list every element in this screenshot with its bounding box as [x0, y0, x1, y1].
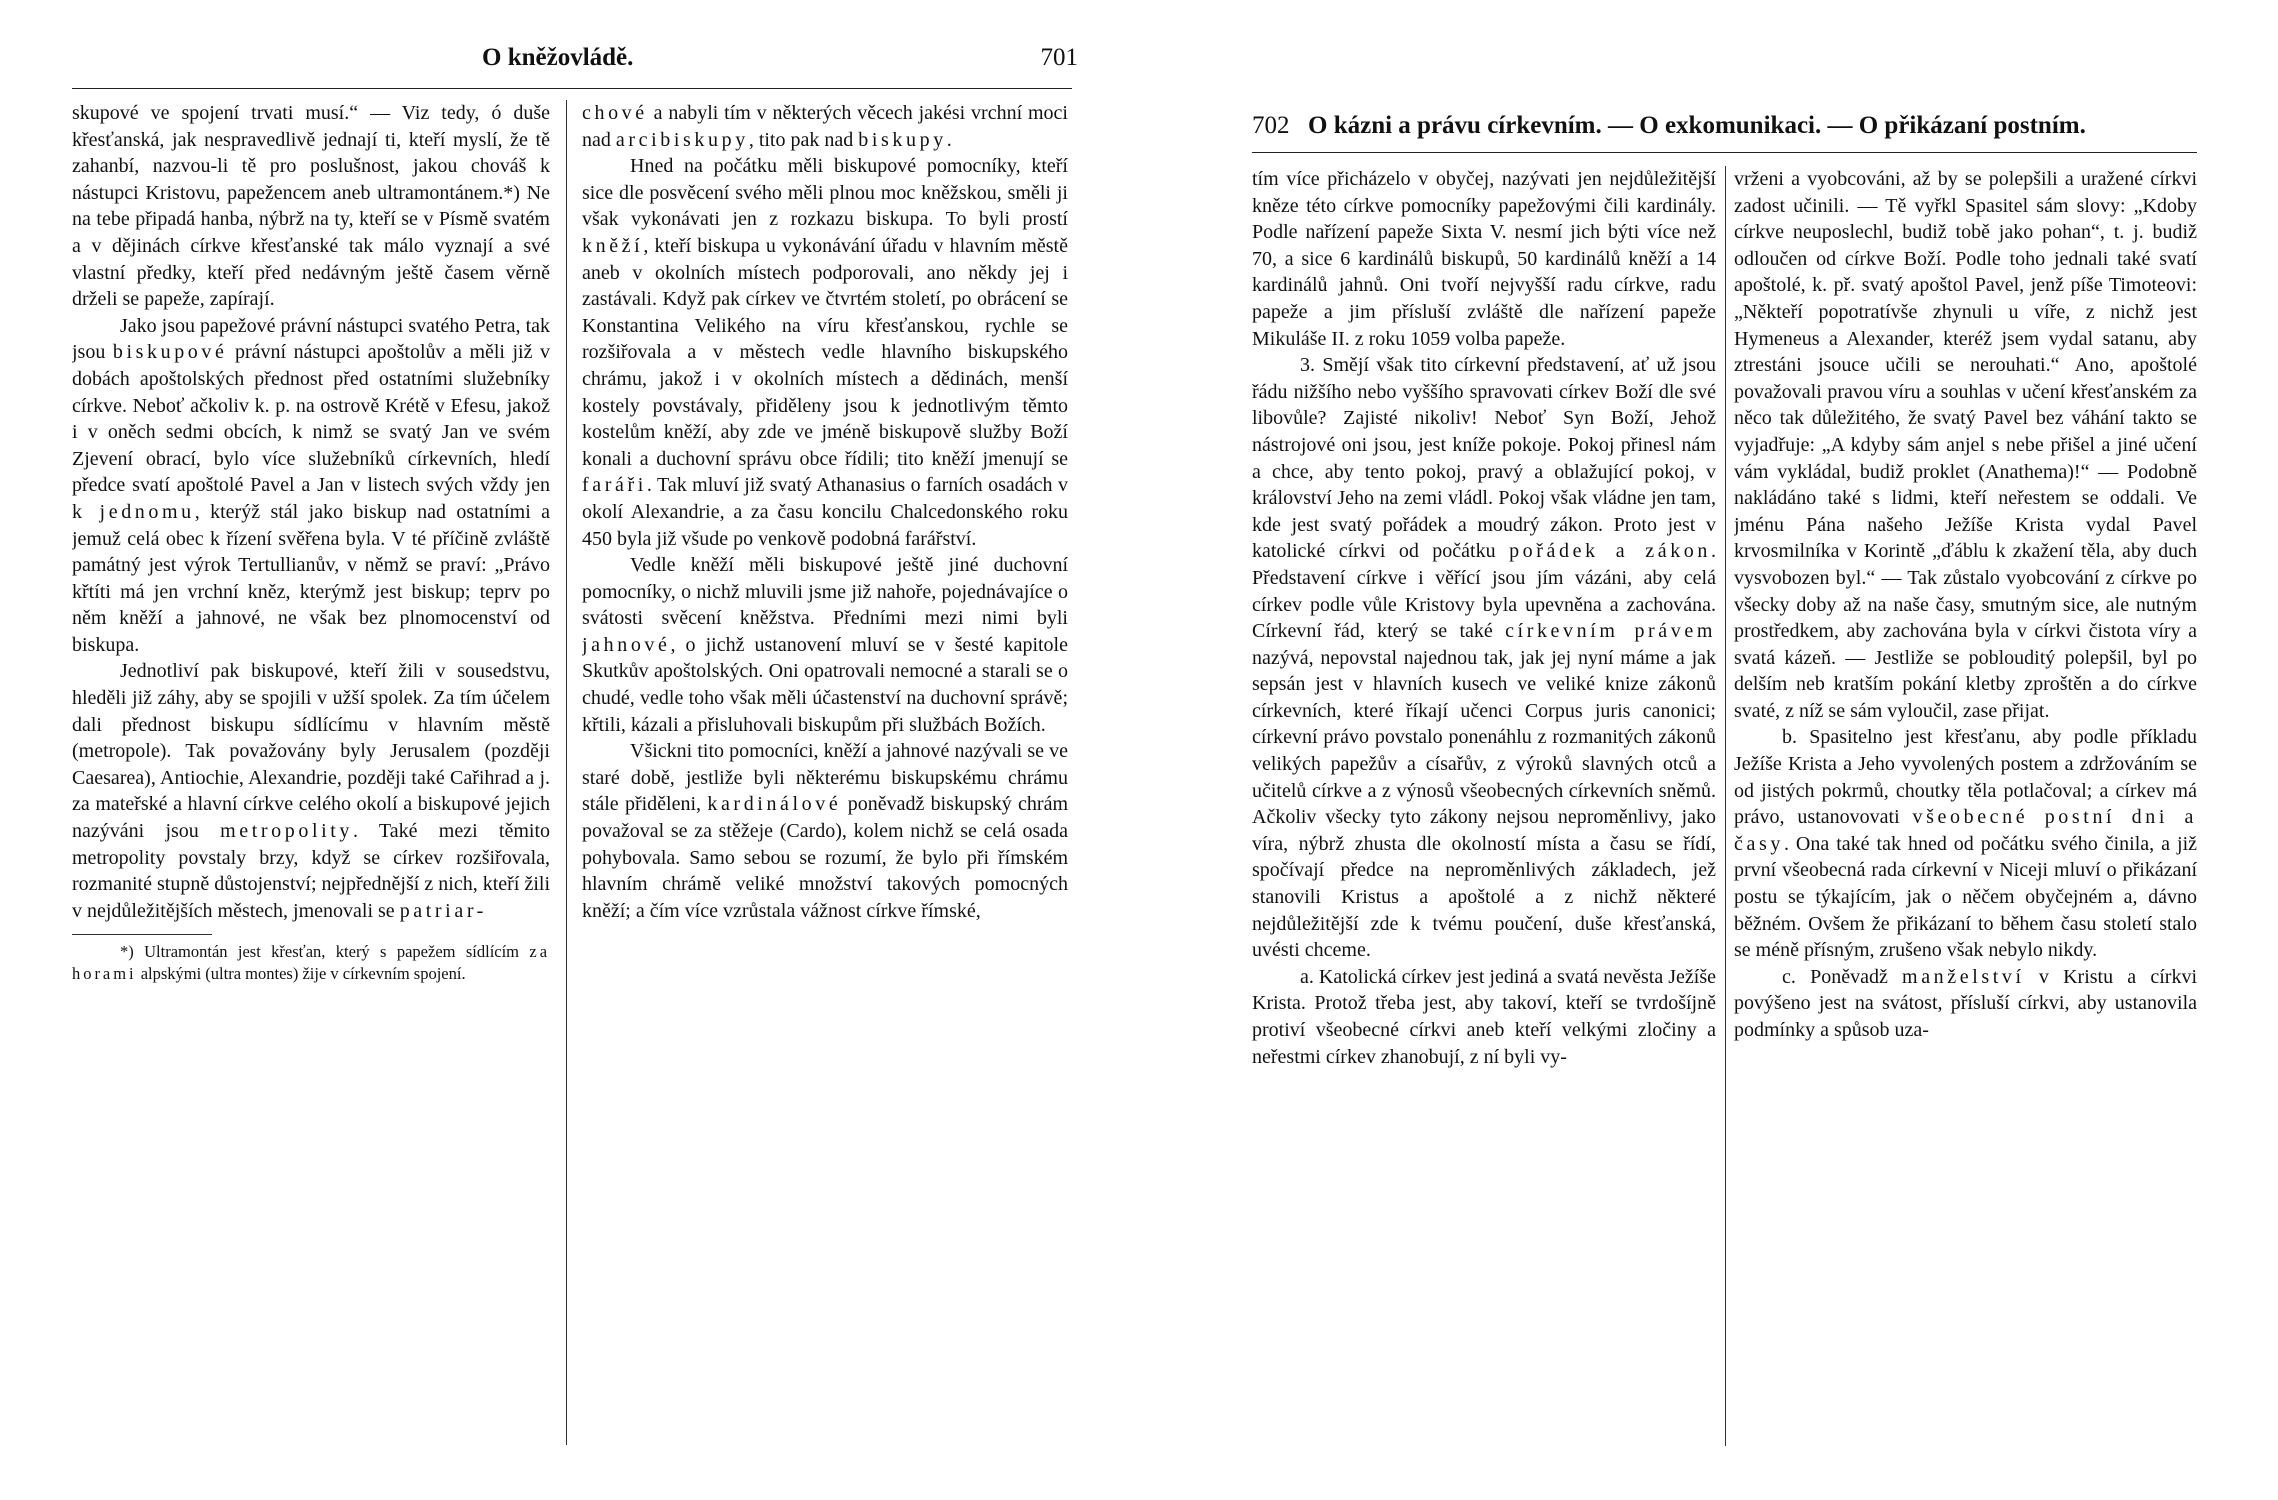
left-column-divider [566, 100, 567, 1445]
spaced-term: kardinálové [707, 793, 842, 816]
left-page [72, 0, 1078, 1500]
right-column-1 [1252, 166, 1716, 1446]
right-page [1252, 0, 2197, 1500]
spaced-term: biskupy [858, 128, 947, 151]
left-column-1 [72, 100, 550, 1430]
paragraph: Hned na počátku měli biskupové pomocníky, kteří sice dle posvěcení svého měli plnou moc kněžskou, směli ji však vykonávati jen z rozkazu biskupa. To byli prostí kněží, kteří biskupa u vykonávání úřadu v hlavním městě aneb v okolních místech podporovali, ano někdy jej i zastávali. Když pak církev ve čtvrtém století, po obrácení se Konstantina Velikého na víru křesťanskou, rychle se rozšiřovala a v městech vedle hlavního biskupského chrámu, jakož i v okolních místech a dědinách, menší kostely povstávaly, přiděleny jsou k jednotlivým těmto kostelům kněží, aby zde ve jméně biskupově služby Boží konali a duchovní správu obce řídili; tito kněží jmenují se faráři. Tak mluví již svatý Athanasius o farních osadách v okolí Alexandrie, a za času koncilu Chalcedonského roku 450 byla již všude po venkově podobná farářství. [582, 155, 1068, 550]
left-page-title: O kněžovládě. [482, 44, 634, 71]
footnote-rule [72, 934, 212, 935]
paragraph: Jednotliví pak biskupové, kteří žili v sousedstvu, hleděli již záhy, aby se spojili v užší spolek. Za tím účelem dali přednost biskupu sídlícímu v hlavním městě (metropole). Tak považovány byly Jerusalem (později Caesarea), Antiochie, Alexandrie, později také Cařihrad a j. za mateřské a hlavní církve celého okolí a biskupové jejich nazýváni jsou metropolity. Také mezi těmito metropolity povstaly brzy, když se církev rozšiřovala, rozmanité stupně důstojenství; nejpřednější z nich, kteří žili v nejdůležitějších městech, jmenovali se patriar- [72, 660, 550, 922]
spaced-term: k jednomu [72, 500, 195, 523]
paragraph: a. Katolická církev jest jediná a svatá nevěsta Ježíše Krista. Protož třeba jest, aby takoví, kteří se tvrdošíjně protiví všeobecné církvi aneb kteří velkými zločiny a neřestmi církev zhanobují, z ní byli vy- [1252, 965, 1716, 1068]
right-column-2 [1734, 166, 2197, 1446]
right-header-rule [1252, 152, 2197, 153]
paragraph: Všickni tito pomocníci, kněží a jahnové nazývali se ve staré době, jestliže byli některému biskupskému chrámu stále přiděleni, kardinálové poněvadž biskupský chrám považoval se za stěžeje (Cardo), kolem nichž se celá osada pohybovala. Samo sebou se rozumí, že bylo při římském hlavním chrámě veliké množství takových pomocných kněží; a čím více vzrůstala vážnost církve římské, [582, 740, 1068, 922]
footnote: *) Ultramontán jest křesťan, který s papežem sídlícím za horami alpskými (ultra montes) žije v církevním spojení. [72, 942, 550, 984]
spaced-term: arcibiskupy [615, 128, 749, 151]
spaced-term: biskupové [112, 341, 228, 364]
spaced-term: všeobecné postní dni a časy [1734, 806, 2197, 855]
spaced-term: kněží [582, 234, 644, 257]
spaced-term: patriar- [399, 899, 487, 922]
spaced-term: církevním právem [1505, 620, 1716, 643]
paragraph: skupové ve spojení trvati musí.“ — Viz tedy, ó duše křesťanská, jak nespravedlivě jednají ti, kteří myslí, že tě zahanbí, nazvou-li tě pro poslušnost, jakou chováš k nástupci Kristovu, papežencem aneb ultramontánem.*) Ne na tebe připadá hanba, nýbrž na ty, kteří se v Písmě svatém a v dějinách církve křesťanské tak málo vyznají a své vlastní předky, kteří před nedávným ještě časem věrně drželi se papeže, zapírají. [72, 102, 550, 311]
right-page-header [1252, 112, 2197, 152]
right-page-title: O kázni a právu církevním. — O exkomunikaci. — O přikázaní postním. [1308, 112, 2086, 139]
paragraph: tím více přicházelo v obyčej, nazývati jen nejdůležitější kněze této církve pomocníky papežovými čili kardinály. Podle nařízení papeže Sixta V. nesmí jich býti více než 70, a sice 6 kardinálů biskupů, 50 kardinálů kněží a 14 kardinálů jahnů. Oni tvoří nejvyšší radu církve, radu papeže a jim přísluší zvláště dle nařízení papeže Mikuláše II. z roku 1059 volba papeže. [1252, 168, 1716, 350]
paragraph: c. Poněvadž manželství v Kristu a církvi povýšeno jest na svátost, přísluší církvi, aby ustanovila podmínky a spůsob uza- [1734, 965, 2197, 1041]
right-page-number: 702 [1252, 112, 1290, 139]
spaced-term: chové [582, 102, 648, 124]
paragraph: Jako jsou papežové právní nástupci svatého Petra, tak jsou biskupové právní nástupci apoštolův a měli již v dobách apoštolských přednost před ostatními služebníky církve. Neboť ačkoliv k. p. na ostrově Krétě v Efesu, jakož i v oněch sedmi obcích, k nimž se svatý Jan ve svém Zjevení obrací, bylo více služebníků církevních, hledí předce svatí apoštolé Pavel a Jan v listech svých vždy jen k jednomu, kterýž stál jako biskup nad ostatními a jemuž celá obec k řízení svěřena byla. V té příčině zvláště památný jest výrok Tertullianův, v němž se praví: „Právo křtíti má jen vrchní kněz, kterýmž jest biskup; teprv po něm kněží a jahnové, ne však bez plnomocenství od biskupa. [72, 314, 550, 656]
paragraph: chové a nabyli tím v některých věcech jakési vrchní moci nad arcibiskupy, tito pak nad biskupy. [582, 102, 1068, 151]
left-page-number: 701 [1040, 44, 1078, 71]
spaced-term: manželství [1902, 965, 2025, 988]
paragraph: vrženi a vyobcováni, až by se polepšili a uražené církvi zadost učinili. — Tě vyřkl Spasitel sám slovy: „Kdoby církve neuposlechl, budiž tobě jako pohan“, t. j. budiž odloučen od církve Boží. Podle toho jednali také svatí apoštolé, k. př. svatý apoštol Pavel, jenž píše Timoteovi: „Někteří popotratívše zhynuli u víře, z nichž jest Hymeneus a Alexander, kteréž jsem vydal satanu, aby ztrestáni jsouce učili se nerouhati.“ Ano, apoštolé považovali pravou víru a souhlas v učení křesťanském za něco tak důležitého, že svatý Pavel bez váhání takto se vyjadřuje: „A kdyby sám anjel s nebe přišel a jiné učení vám vykládal, budiž proklet (Anathema)!“ — Podobně nakládáno také s lidmi, kteří neřestem se oddali. Ve jménu Pána našeho Ježíše Krista vydal Pavel krvosmilníka v Korintě „ďáblu k zkažení těla, aby duch vysvobozen byl.“ — Tak zůstalo vyobcování z církve po všecky doby až na naše časy, smutným sice, ale nutným prostředkem, aby zachována byla v církvi čistota víry a svatá kázeň. — Jestliže se poblouditý polepšil, byl po delším neb kratším pokání kletby zproštěn a do církve svaté, z níž se sám vyloučil, zase přijat. [1734, 168, 2197, 722]
spaced-term: jahnové [582, 633, 671, 656]
spaced-term: faráři [582, 474, 647, 497]
left-column-2 [582, 100, 1068, 1430]
left-header-rule [72, 88, 1072, 89]
left-page-header [72, 44, 1078, 84]
paragraph: b. Spasitelno jest křesťanu, aby podle příkladu Ježíše Krista a Jeho vyvolených postem a zdržováním se od jistých pokrmů, choutky těla potlačoval; a církev má právo, ustanovovati všeobecné postní dni a časy. Ona také tak hned od počátku svého činila, a již první všeobecná rada církevní v Niceji mluví o přikázaní postu se týkajícím, jak o něčem obyčejném a, dávno běžném. Ovšem že přikázaní to během času století stalo se méně přísným, zrušeno však nebylo nikdy. [1734, 726, 2197, 962]
spaced-term: za horami [72, 942, 550, 984]
spaced-term: metropolity [220, 820, 354, 843]
spaced-term: pořádek a zákon [1509, 540, 1712, 563]
right-column-divider [1725, 166, 1726, 1446]
paragraph: 3. Smějí však tito církevní představení, ať už jsou řádu nižšího nebo vyššího spravovati církev Boží dle své libovůle? Zajisté nikoliv! Neboť Syn Boží, Jehož nástrojové oni jsou, jest kníže pokoje. Pokoj přinesl nám a chce, aby tento pokoj, pravý a oblažující pokoj, v království Jeho na zemi vládl. Pokoj však vládne jen tam, kde jest svatý pořádek a moudrý zákon. Proto jest v katolické církvi od počátku pořádek a zákon. Představení církve i věřící jsou jím vázáni, aby celá církev podle vůle Kristovy byla upevněna a zachována. Církevní řád, který se také církevním právem nazývá, nepovstal najednou tak, jak jej nyní máme a jak sepsán jest v hlavních kusech ve veliké knize zákonů církevních, které říkají učenci Corpus juris canonici; církevní právo povstalo ponenáhlu z rozmanitých zákonů velikých papežův a císařův, z výroků slavných otců a učitelů církve a z výnosů všeobecných církevních sněmů. Ačkoliv všecky tyto zákony nejsou neproměnlivy, jako víra, nýbrž zhusta dle okolností místa a času se řídí, spočívají předce na neproměnlivých základech, jež stanovili Kristus a apoštolé a z nichž některé nejdůležitější zde k tvému poučení, duše křesťanská, uvésti chceme. [1252, 354, 1716, 962]
paragraph: Vedle kněží měli biskupové ještě jiné duchovní pomocníky, o nichž mluvili jsme již nahoře, pojednávajíce o svátosti svěcení kněžstva. Předními mezi nimi byli jahnové, o jichž ustanovení mluví se v šesté kapitole Skutkův apoštolských. Oni opatrovali nemocné a starali se o chudé, vedle toho však měli účastenství na duchovní správě; křtili, kázali a přisluhovali biskupům při službách Božích. [582, 554, 1068, 736]
